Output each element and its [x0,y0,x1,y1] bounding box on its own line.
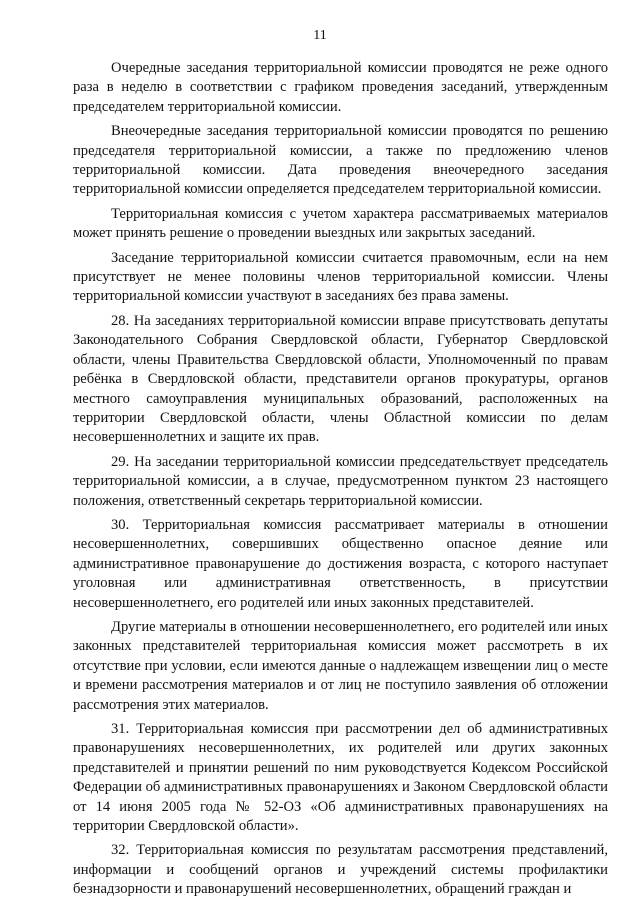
paragraph-item-29: 29. На заседании территориальной комиссии председательствует председатель территориальной комиссии, а в случае, предусмотренном пунктом 23 настоящего положения, ответственный секретарь территориальной комиссии. [73,453,608,509]
paragraph-item-28: 28. На заседаниях территориальной комиссии вправе присутствовать депутаты Законодательного Собрания Свердловской области, Губернатор Свердловской области, члены Правительства Свердловской области, Уполномоченный по правам ребёнка в Свердловской области, представители органов прокуратуры, органов местного самоуправления муниципальных образований, расположенных на территории Свердловской области, члены Областной комиссии по делам несовершеннолетних и защите их прав. [73,312,608,446]
paragraph: Территориальная комиссия с учетом характера рассматриваемых материалов может принять решение о проведении выездных или закрытых заседаний. [73,205,608,242]
paragraph-item-30: 30. Территориальная комиссия рассматривает материалы в отношении несовершеннолетних, совершивших общественно опасное деяние или административное правонарушение до достижения возраста, с которого наступает уголовная или административная ответственность, в присутствии несовершеннолетнего, его родителей или иных законных представителей. [73,516,608,611]
paragraph: Заседание территориальной комиссии считается правомочным, если на нем присутствует не менее половины членов территориальной комиссии. Члены территориальной комиссии участвуют в заседаниях без права замены. [73,249,608,305]
paragraph: Внеочередные заседания территориальной комиссии проводятся по решению председателя территориальной комиссии, а также по предложению членов территориальной комиссии. Дата проведения внеочередного заседания территориальной комиссии определяется председателем территориальной комиссии. [73,123,608,198]
page-number: 11 [313,28,327,43]
document-body [73,59,608,905]
paragraph-item-32: 32. Территориальная комиссия по результатам рассмотрения представлений, информации и сообщений органов и учреждений системы профилактики безнадзорности и правонарушений несовершеннолетних, обращений граждан и [73,842,608,898]
paragraph: Очередные заседания территориальной комиссии проводятся не реже одного раза в неделю в соответствии с графиком проведения заседаний, утвержденным председателем территориальной комиссии. [73,60,608,115]
paragraph-item-31: 31. Территориальная комиссия при рассмотрении дел об административных правонарушениях несовершеннолетних, их родителей или других законных представителей и принятии решений по ним руководствуется Кодексом Российской Федерации об административных правонарушениях и Законом Свердловской области от 14 июня 2005 года № 52-ОЗ «Об административных правонарушениях на территории Свердловской области». [73,721,608,835]
paragraph: Другие материалы в отношении несовершеннолетнего, его родителей или иных законных представителей территориальная комиссия может рассмотреть в их отсутствие при условии, если имеются данные о надлежащем извещении лиц о месте и времени рассмотрения материалов и от лиц не поступило заявления об отложении рассмотрения этих материалов. [73,618,608,713]
